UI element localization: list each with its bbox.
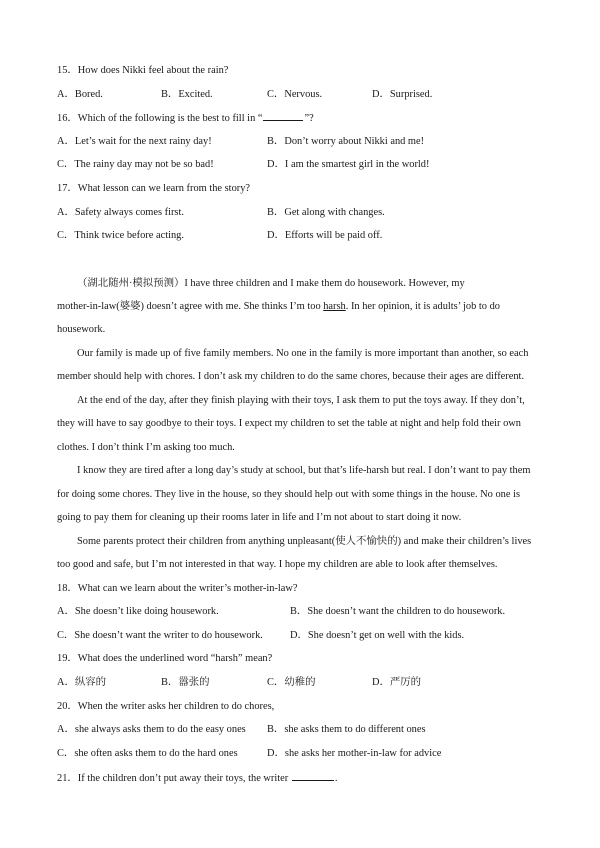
question-21-stem (57, 771, 337, 786)
passage-p1-line2-end: . In her opinion, it is adults’ job to do (345, 301, 500, 312)
passage-p3-line2: they will have to say goodbye to their toys. I expect my children to set the table at night and help fold their own (57, 418, 522, 429)
passage-p5-line1: Some parents protect their children from anything unpleasant(使人不愉快的) and make their children’s lives (77, 536, 532, 547)
q15-option-d: D．Surprised. (372, 89, 433, 100)
passage-p3-line3: clothes. I don’t think I’m asking too much. (57, 442, 235, 453)
q19-option-c: C．幼稚的 (267, 677, 316, 688)
answer-blank (292, 771, 334, 781)
passage-p1-line1: （湖北随州·模拟预测）I have three children and I make them do housework. However, my (77, 278, 465, 289)
q16-option-c: C．The rainy day may not be so bad! (57, 159, 214, 170)
question-19-stem: 19．What does the underlined word “harsh” mean? (57, 653, 273, 664)
passage-p4-line3: going to pay them for cleaning up their rooms later in life and I’m not about to start doing it now. (57, 512, 462, 523)
q21-stem-after: . (334, 773, 338, 784)
q15-option-a: A．Bored. (57, 89, 103, 100)
q17-option-c: C．Think twice before acting. (57, 230, 184, 241)
passage-p4-line2: for doing some chores. They live in the house, so they should help out with some things in the house. No one is (57, 489, 521, 500)
question-17-stem: 17．What lesson can we learn from the story? (57, 183, 251, 194)
passage-p1-line2 (57, 300, 500, 314)
q16-option-d: D．I am the smartest girl in the world! (267, 159, 430, 170)
q15-option-c: C．Nervous. (267, 89, 323, 100)
underlined-word-harsh: harsh (323, 301, 346, 312)
q20-option-c: C．she often asks them to do the hard ones (57, 748, 238, 759)
passage-p1-line2-start: mother-in-law(婆婆) doesn’t agree with me. She thinks I’m too (57, 301, 324, 312)
q18-option-c: C．She doesn’t want the writer to do housework. (57, 630, 263, 641)
q17-option-a: A．Safety always comes first. (57, 207, 184, 218)
q19-option-a: A．纵容的 (57, 677, 107, 688)
q16-option-b: B．Don’t worry about Nikki and me! (267, 136, 425, 147)
q18-option-b: B．She doesn’t want the children to do housework. (290, 606, 506, 617)
answer-blank (263, 111, 303, 121)
passage-p4-line1: I know they are tired after a long day’s study at school, but that’s life-harsh but real. I don’t want to pay them (77, 465, 531, 476)
q21-stem-before: 21．If the children don’t put away their toys, the writer (57, 773, 291, 784)
question-16-stem (57, 111, 314, 126)
q16-stem-after: ”? (304, 113, 314, 124)
q20-option-d: D．she asks her mother-in-law for advice (267, 748, 442, 759)
q18-option-a: A．She doesn’t like doing housework. (57, 606, 219, 617)
q19-option-d: D．严厉的 (372, 677, 422, 688)
question-15-stem: 15．How does Nikki feel about the rain? (57, 65, 229, 76)
passage-p1-line3: housework. (57, 324, 106, 335)
q17-option-d: D．Efforts will be paid off. (267, 230, 383, 241)
q16-stem-before: 16．Which of the following is the best to fill in “ (57, 113, 263, 124)
passage-p2-line2: member should help with chores. I don’t ask my children to do the same chores, because their ages are different. (57, 371, 525, 382)
q15-option-b: B．Excited. (161, 89, 213, 100)
q18-option-d: D．She doesn’t get on well with the kids. (290, 630, 465, 641)
q16-option-a: A．Let’s wait for the next rainy day! (57, 136, 212, 147)
passage-p5-line2: too good and safe, but I’m not interested in that way. I hope my children are able to look after themselves. (57, 559, 498, 570)
question-18-stem: 18．What can we learn about the writer’s mother-in-law? (57, 583, 298, 594)
passage-p2-line1: Our family is made up of five family members. No one in the family is more important than another, so each (77, 348, 529, 359)
passage-p3-line1: At the end of the day, after they finish playing with their toys, I ask them to put the toys away. If they don’t, (77, 395, 525, 406)
q17-option-b: B．Get along with changes. (267, 207, 385, 218)
q20-option-b: B．she asks them to do different ones (267, 724, 426, 735)
question-20-stem: 20．When the writer asks her children to do chores, (57, 701, 275, 712)
q19-option-b: B．嚣张的 (161, 677, 210, 688)
q20-option-a: A．she always asks them to do the easy ones (57, 724, 246, 735)
